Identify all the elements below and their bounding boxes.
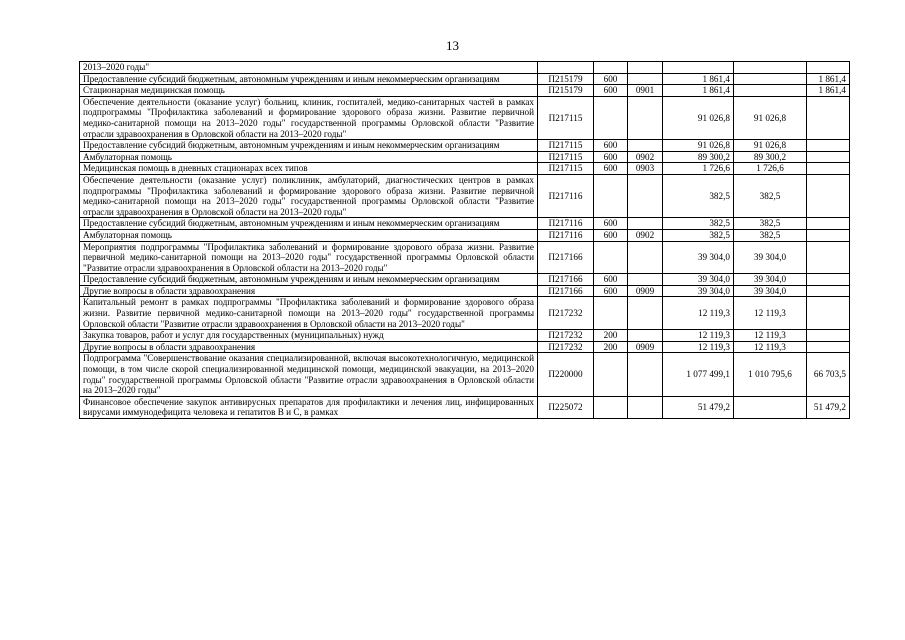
row-name-cell: Амбулаторная помощь <box>80 229 538 241</box>
row-name-cell: Стационарная медицинская помощь <box>80 85 538 97</box>
total-amount-cell: 39 304,0 <box>663 274 734 286</box>
target-code-cell: П217166 <box>538 241 594 274</box>
total-amount-cell: 1 861,4 <box>663 73 734 85</box>
expense-type-cell: 600 <box>594 85 628 97</box>
total-amount-cell: 91 026,8 <box>663 140 734 152</box>
expense-type-cell <box>594 174 628 217</box>
target-code-cell: П217232 <box>538 297 594 330</box>
section-cell <box>628 330 663 342</box>
regional-amount-cell: 382,5 <box>734 218 807 230</box>
total-amount-cell: 1 726,6 <box>663 163 734 175</box>
regional-amount-cell: 1 010 795,6 <box>734 353 807 396</box>
target-code-cell <box>538 62 594 74</box>
target-code-cell: П215179 <box>538 85 594 97</box>
table-row <box>80 73 850 85</box>
target-code-cell: П217115 <box>538 140 594 152</box>
total-amount-cell: 382,5 <box>663 174 734 217</box>
expense-type-cell: 600 <box>594 140 628 152</box>
federal-amount-cell <box>807 341 850 353</box>
regional-amount-cell: 39 304,0 <box>734 285 807 297</box>
row-name-cell: Предоставление субсидий бюджетным, автономным учреждениям и иным некоммерческим организациям <box>80 274 538 286</box>
expense-type-cell <box>594 297 628 330</box>
total-amount-cell: 1 077 499,1 <box>663 353 734 396</box>
target-code-cell: П217166 <box>538 274 594 286</box>
section-cell: 0909 <box>628 285 663 297</box>
section-cell: 0901 <box>628 85 663 97</box>
regional-amount-cell <box>734 396 807 418</box>
row-name-cell: Предоставление субсидий бюджетным, автономным учреждениям и иным некоммерческим организациям <box>80 218 538 230</box>
federal-amount-cell <box>807 218 850 230</box>
row-name-cell: Капитальный ремонт в рамках подпрограммы "Профилактика заболеваний и формирование здорового образа жизни. Развитие первичной медико-санитарной помощи на 2013–2020 годы" государственной программы Орловской области "Развитие отрасли здравоохранения в Орловской области на 2013–2020 годы" <box>80 297 538 330</box>
federal-amount-cell <box>807 330 850 342</box>
row-name-cell: Другие вопросы в области здравоохранения <box>80 341 538 353</box>
target-code-cell: П217116 <box>538 229 594 241</box>
total-amount-cell: 12 119,3 <box>663 341 734 353</box>
section-cell <box>628 297 663 330</box>
regional-amount-cell: 39 304,0 <box>734 241 807 274</box>
total-amount-cell: 51 479,2 <box>663 396 734 418</box>
table-row <box>80 174 850 217</box>
regional-amount-cell: 91 026,8 <box>734 140 807 152</box>
section-cell <box>628 274 663 286</box>
federal-amount-cell <box>807 274 850 286</box>
federal-amount-cell: 1 861,4 <box>807 85 850 97</box>
target-code-cell: П225072 <box>538 396 594 418</box>
regional-amount-cell: 1 726,6 <box>734 163 807 175</box>
regional-amount-cell <box>734 62 807 74</box>
expense-type-cell <box>594 62 628 74</box>
table-row <box>80 341 850 353</box>
row-name-cell: Амбулаторная помощь <box>80 151 538 163</box>
total-amount-cell: 39 304,0 <box>663 285 734 297</box>
section-cell <box>628 73 663 85</box>
federal-amount-cell <box>807 140 850 152</box>
regional-amount-cell: 91 026,8 <box>734 96 807 139</box>
section-cell <box>628 218 663 230</box>
section-cell <box>628 96 663 139</box>
regional-amount-cell: 12 119,3 <box>734 330 807 342</box>
federal-amount-cell <box>807 163 850 175</box>
section-cell <box>628 174 663 217</box>
table-row <box>80 140 850 152</box>
row-name-cell: Предоставление субсидий бюджетным, автономным учреждениям и иным некоммерческим организациям <box>80 140 538 152</box>
row-name-cell: 2013–2020 годы" <box>80 62 538 74</box>
row-name-cell: Закупка товаров, работ и услуг для государственных (муниципальных) нужд <box>80 330 538 342</box>
regional-amount-cell: 12 119,3 <box>734 341 807 353</box>
row-name-cell: Финансовое обеспечение закупок антивирусных препаратов для профилактики и лечения лиц, инфицированных вирусами иммунодефицита человека и гепатитов B и C, в рамках <box>80 396 538 418</box>
section-cell <box>628 396 663 418</box>
table-row <box>80 218 850 230</box>
regional-amount-cell: 382,5 <box>734 229 807 241</box>
federal-amount-cell <box>807 174 850 217</box>
table-row <box>80 85 850 97</box>
total-amount-cell: 12 119,3 <box>663 330 734 342</box>
expense-type-cell: 600 <box>594 285 628 297</box>
regional-amount-cell <box>734 73 807 85</box>
expense-type-cell: 200 <box>594 330 628 342</box>
target-code-cell: П217232 <box>538 341 594 353</box>
row-name-cell: Другие вопросы в области здравоохранения <box>80 285 538 297</box>
page-number: 13 <box>446 38 459 53</box>
federal-amount-cell: 51 479,2 <box>807 396 850 418</box>
section-cell <box>628 140 663 152</box>
total-amount-cell <box>663 62 734 74</box>
expense-type-cell: 600 <box>594 163 628 175</box>
target-code-cell: П217232 <box>538 330 594 342</box>
expense-type-cell <box>594 96 628 139</box>
total-amount-cell: 382,5 <box>663 229 734 241</box>
federal-amount-cell <box>807 96 850 139</box>
table-row <box>80 274 850 286</box>
total-amount-cell: 382,5 <box>663 218 734 230</box>
row-name-cell: Медицинская помощь в дневных стационарах всех типов <box>80 163 538 175</box>
expense-type-cell: 600 <box>594 73 628 85</box>
expense-type-cell: 600 <box>594 151 628 163</box>
regional-amount-cell: 39 304,0 <box>734 274 807 286</box>
total-amount-cell: 89 300,2 <box>663 151 734 163</box>
table-row <box>80 353 850 396</box>
target-code-cell: П217115 <box>538 96 594 139</box>
total-amount-cell: 1 861,4 <box>663 85 734 97</box>
regional-amount-cell: 382,5 <box>734 174 807 217</box>
row-name-cell: Предоставление субсидий бюджетным, автономным учреждениям и иным некоммерческим организациям <box>80 73 538 85</box>
section-cell: 0902 <box>628 151 663 163</box>
table-row <box>80 297 850 330</box>
section-cell: 0909 <box>628 341 663 353</box>
federal-amount-cell: 66 703,5 <box>807 353 850 396</box>
expense-type-cell <box>594 241 628 274</box>
federal-amount-cell: 1 861,4 <box>807 73 850 85</box>
section-cell <box>628 241 663 274</box>
federal-amount-cell <box>807 285 850 297</box>
expense-type-cell <box>594 353 628 396</box>
table-row <box>80 163 850 175</box>
table-row <box>80 285 850 297</box>
expense-type-cell: 600 <box>594 218 628 230</box>
table-row <box>80 151 850 163</box>
target-code-cell: П220000 <box>538 353 594 396</box>
regional-amount-cell: 89 300,2 <box>734 151 807 163</box>
section-cell: 0902 <box>628 229 663 241</box>
federal-amount-cell <box>807 241 850 274</box>
target-code-cell: П217115 <box>538 163 594 175</box>
regional-amount-cell: 12 119,3 <box>734 297 807 330</box>
federal-amount-cell <box>807 297 850 330</box>
target-code-cell: П217116 <box>538 218 594 230</box>
federal-amount-cell <box>807 229 850 241</box>
total-amount-cell: 12 119,3 <box>663 297 734 330</box>
target-code-cell: П217115 <box>538 151 594 163</box>
row-name-cell: Мероприятия подпрограммы "Профилактика заболеваний и формирование здорового образа жизни. Развитие первичной медико-санитарной помощи на 2013–2020 годы" государственной программы Орловской области "Развитие отрасли здравоохранения в Орловской области на 2013–2020 годы" <box>80 241 538 274</box>
target-code-cell: П217116 <box>538 174 594 217</box>
total-amount-cell: 39 304,0 <box>663 241 734 274</box>
expense-type-cell: 600 <box>594 229 628 241</box>
section-cell <box>628 353 663 396</box>
budget-table <box>79 61 850 419</box>
table-row <box>80 396 850 418</box>
expense-type-cell: 200 <box>594 341 628 353</box>
row-name-cell: Обеспечение деятельности (оказание услуг) поликлиник, амбулаторий, диагностических центров в рамках подпрограммы "Профилактика заболеваний и формирование здорового образа жизни. Развитие первичной медико-санитарной помощи на 2013–2020 годы" государственной программы Орловской области "Развитие отрасли здравоохранения в Орловской области на 2013–2020 годы" <box>80 174 538 217</box>
row-name-cell: Обеспечение деятельности (оказание услуг) больниц, клиник, госпиталей, медико-санитарных частей в рамках подпрограммы "Профилактика заболеваний и формирование здорового образа жизни. Развитие первичной медико-санитарной помощи на 2013–2020 годы" государственной программы Орловской области "Развитие отрасли здравоохранения в Орловской области на 2013–2020 годы" <box>80 96 538 139</box>
total-amount-cell: 91 026,8 <box>663 96 734 139</box>
budget-table-body <box>80 62 850 419</box>
table-row <box>80 229 850 241</box>
federal-amount-cell <box>807 62 850 74</box>
section-cell: 0903 <box>628 163 663 175</box>
expense-type-cell: 600 <box>594 274 628 286</box>
regional-amount-cell <box>734 85 807 97</box>
section-cell <box>628 62 663 74</box>
table-row <box>80 96 850 139</box>
table-row <box>80 241 850 274</box>
target-code-cell: П217166 <box>538 285 594 297</box>
table-row <box>80 330 850 342</box>
target-code-cell: П215179 <box>538 73 594 85</box>
row-name-cell: Подпрограмма "Совершенствование оказания специализированной, включая высокотехнологичную, медицинской помощи, в том числе скорой специализированной медицинской помощи, медицинской эвакуации, на 2013–2020 годы" государственной программы Орловской области "Развитие отрасли здравоохранения в Орловской области на 2013–2020 годы" <box>80 353 538 396</box>
expense-type-cell <box>594 396 628 418</box>
table-row <box>80 62 850 74</box>
federal-amount-cell <box>807 151 850 163</box>
